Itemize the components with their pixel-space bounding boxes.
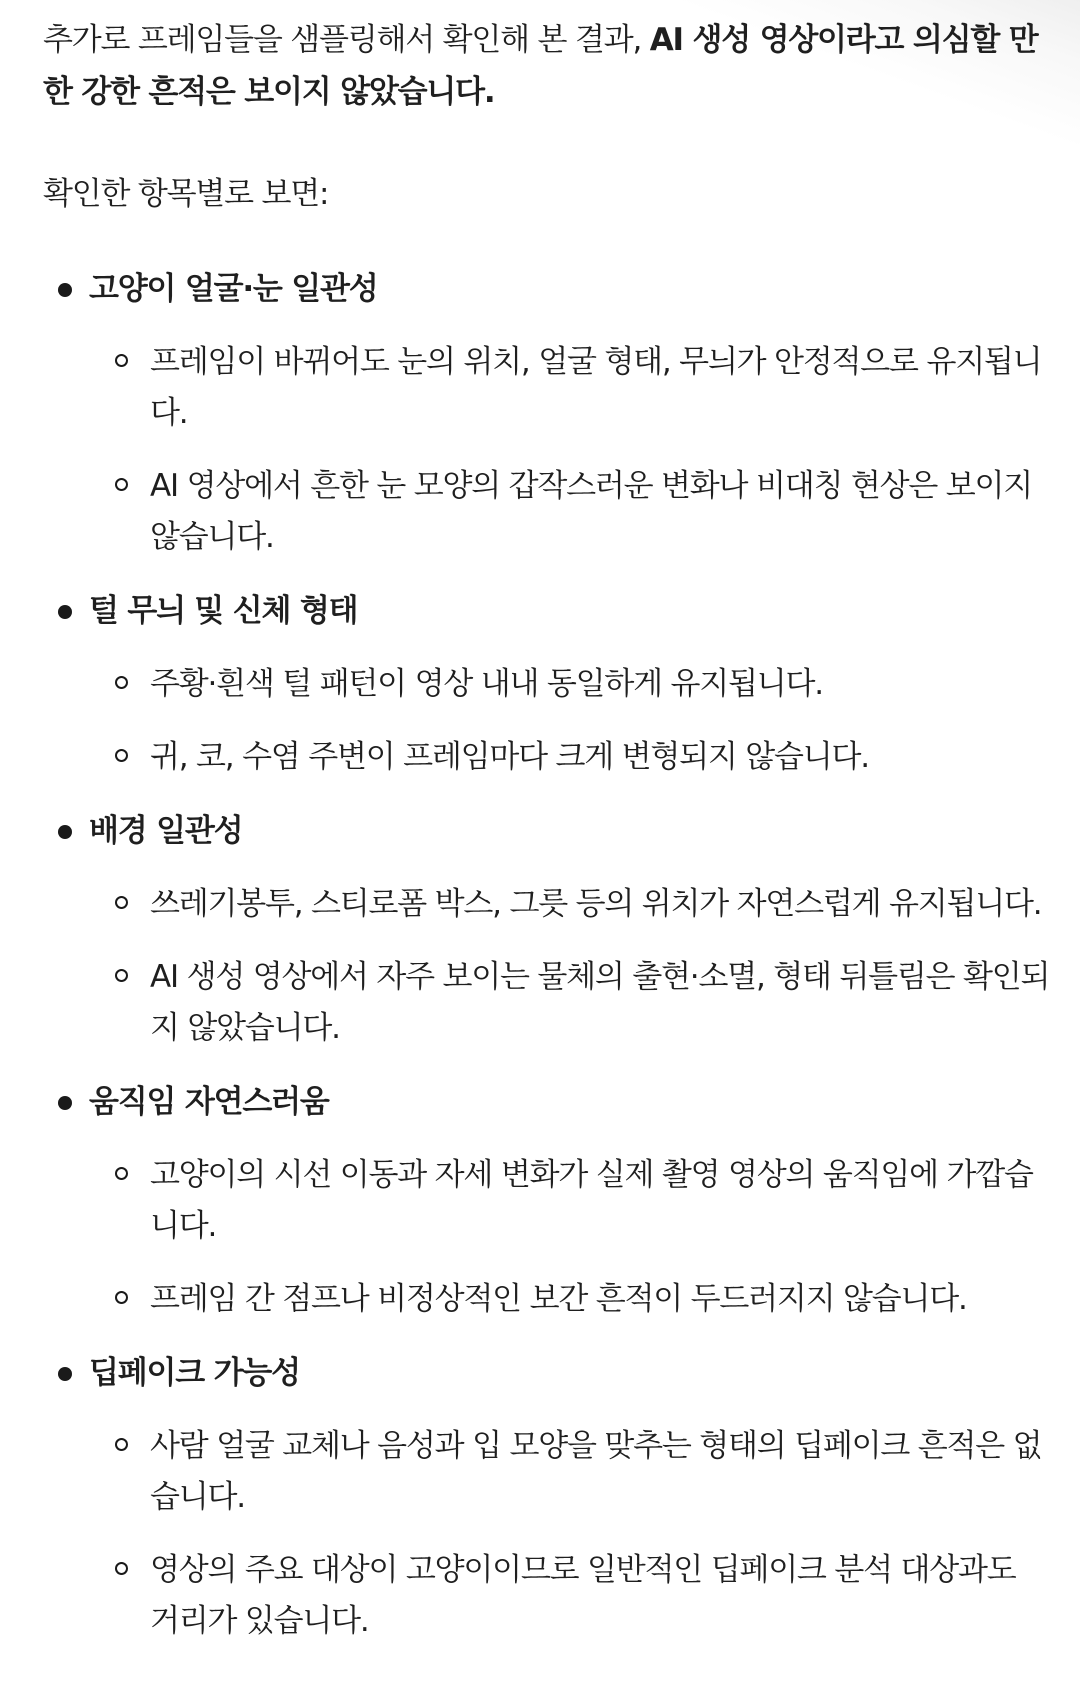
point-text: 프레임이 바뀌어도 눈의 위치, 얼굴 형태, 무늬가 안정적으로 유지됩니다. bbox=[150, 344, 1042, 431]
sub-list bbox=[43, 337, 1043, 563]
section-fur-body-shape bbox=[43, 585, 1043, 783]
intro-paragraph bbox=[43, 14, 1043, 118]
bullet-dot-icon bbox=[58, 283, 72, 297]
section-title-row bbox=[43, 805, 1043, 857]
list-item bbox=[43, 461, 1050, 563]
bullet-circle-icon bbox=[115, 1562, 128, 1575]
section-title-row bbox=[43, 1076, 1043, 1128]
point-text: 귀, 코, 수염 주변이 프레임마다 크게 변형되지 않습니다. bbox=[150, 739, 869, 775]
chat-message bbox=[43, 14, 1050, 1669]
section-title-row bbox=[43, 1347, 1043, 1399]
bullet-circle-icon bbox=[115, 676, 128, 689]
bullet-circle-icon bbox=[115, 478, 128, 491]
sub-list bbox=[43, 1150, 1043, 1325]
section-background-consistency bbox=[43, 805, 1050, 1054]
point-text: AI 생성 영상에서 자주 보이는 물체의 출현·소멸, 형태 뒤틀림은 확인되지 않았습니다. bbox=[150, 959, 1050, 1046]
intro-text: 추가로 프레임들을 샘플링해서 확인해 본 결과, bbox=[43, 22, 650, 58]
sub-list bbox=[43, 879, 1050, 1054]
section-motion-naturalness bbox=[43, 1076, 1043, 1325]
list-item bbox=[43, 659, 1050, 710]
bullet-circle-icon bbox=[115, 1167, 128, 1180]
list-item bbox=[43, 1421, 1050, 1523]
sub-list bbox=[43, 1421, 1043, 1647]
list-item bbox=[43, 952, 1050, 1054]
bullet-dot-icon bbox=[58, 1096, 72, 1110]
point-text: 프레임 간 점프나 비정상적인 보간 흔적이 두드러지지 않습니다. bbox=[150, 1281, 967, 1317]
bullet-circle-icon bbox=[115, 1291, 128, 1304]
bullet-circle-icon bbox=[115, 749, 128, 762]
section-face-eye-consistency bbox=[43, 263, 1043, 563]
bullet-dot-icon bbox=[58, 605, 72, 619]
analysis-list bbox=[43, 263, 1050, 1647]
point-text: 사람 얼굴 교체나 음성과 입 모양을 맞추는 형태의 딥페이크 흔적은 없습니다. bbox=[150, 1428, 1042, 1515]
section-title: 배경 일관성 bbox=[89, 813, 243, 849]
point-text: 주황·흰색 털 패턴이 영상 내내 동일하게 유지됩니다. bbox=[150, 666, 823, 702]
section-title: 털 무늬 및 신체 형태 bbox=[89, 593, 358, 629]
list-item bbox=[43, 732, 1050, 783]
list-item bbox=[43, 1545, 1050, 1647]
section-title-row bbox=[43, 263, 1043, 315]
list-item bbox=[43, 337, 1050, 439]
lead-text: 확인한 항목별로 보면: bbox=[43, 176, 329, 212]
sub-list bbox=[43, 659, 1043, 783]
list-item bbox=[43, 879, 1050, 930]
point-text: AI 영상에서 흔한 눈 모양의 갑작스러운 변화나 비대칭 현상은 보이지 않습니다. bbox=[150, 468, 1032, 555]
bullet-circle-icon bbox=[115, 969, 128, 982]
section-title: 딥페이크 가능성 bbox=[89, 1355, 300, 1391]
intro-bold-conclusion: AI 생성 영상이라고 의심할 만한 강한 흔적은 보이지 않았습니다. bbox=[43, 22, 1038, 110]
point-text: 영상의 주요 대상이 고양이이므로 일반적인 딥페이크 분석 대상과도 거리가 있습니다. bbox=[150, 1552, 1016, 1639]
bullet-circle-icon bbox=[115, 896, 128, 909]
bullet-circle-icon bbox=[115, 1438, 128, 1451]
list-item bbox=[43, 1150, 1050, 1252]
point-text: 쓰레기봉투, 스티로폼 박스, 그릇 등의 위치가 자연스럽게 유지됩니다. bbox=[150, 886, 1042, 922]
bullet-dot-icon bbox=[58, 1367, 72, 1381]
section-title: 움직임 자연스러움 bbox=[89, 1084, 329, 1120]
section-title-row bbox=[43, 585, 1043, 637]
section-title: 고양이 얼굴·눈 일관성 bbox=[89, 271, 378, 307]
bullet-circle-icon bbox=[115, 354, 128, 367]
list-item bbox=[43, 1274, 1050, 1325]
section-deepfake-possibility bbox=[43, 1347, 1043, 1647]
bullet-dot-icon bbox=[58, 825, 72, 839]
point-text: 고양이의 시선 이동과 자세 변화가 실제 촬영 영상의 움직임에 가깝습니다. bbox=[150, 1157, 1033, 1244]
